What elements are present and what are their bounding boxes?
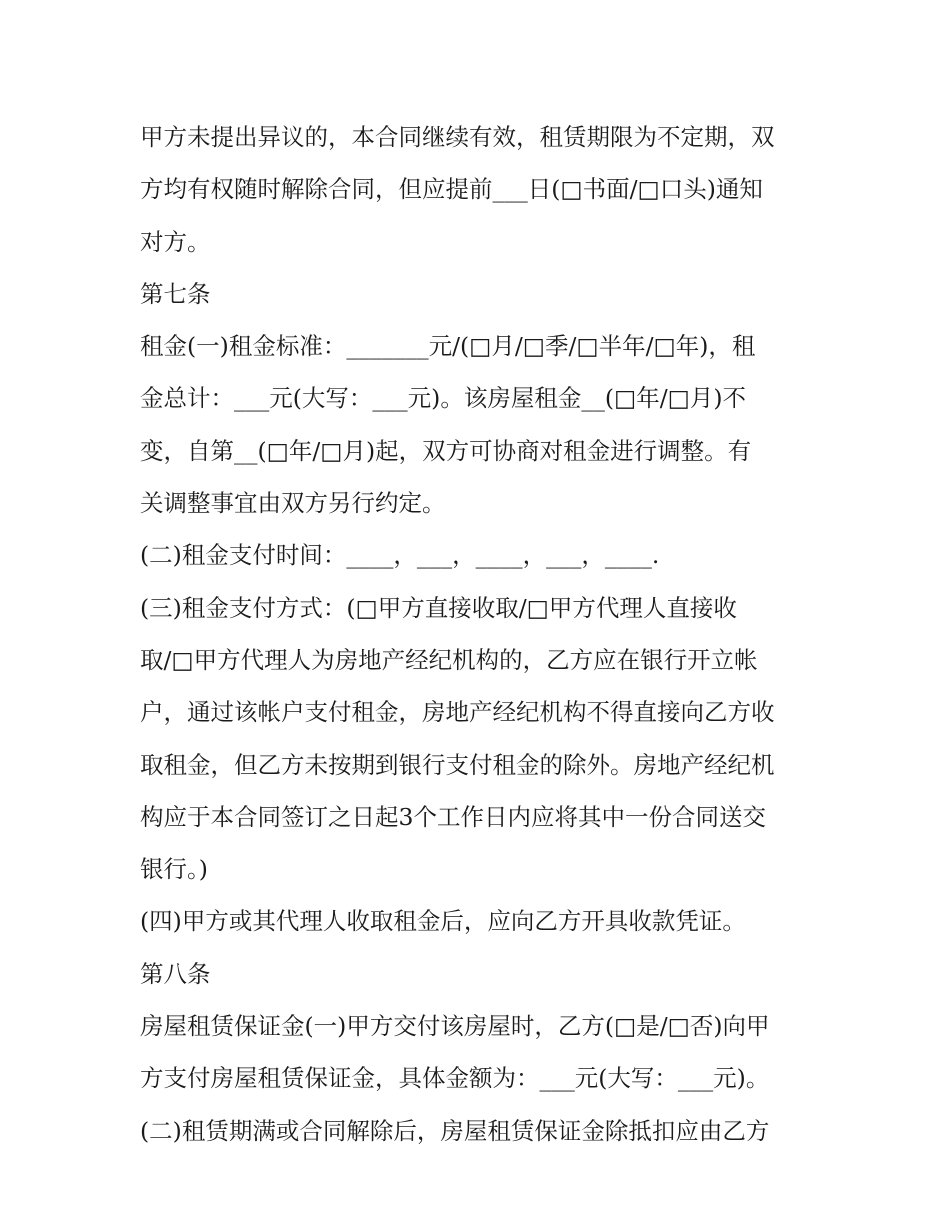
article-heading: 第七条 xyxy=(140,279,211,308)
text-line: (三)租金支付方式：(□甲方直接收取/□甲方代理人直接收 xyxy=(140,593,737,622)
text-line: 租金(一)租金标准：_______元/(□月/□季/□半年/□年)，租 xyxy=(140,332,756,361)
text-line: 取租金，但乙方未按期到银行支付租金的除外。房地产经纪机 xyxy=(140,750,775,779)
text-line: 方支付房屋租赁保证金，具体金额为：___元(大写：___元)。 xyxy=(140,1064,770,1093)
text-line: 房屋租赁保证金(一)甲方交付该房屋时，乙方(□是/□否)向甲 xyxy=(140,1012,770,1041)
text-line: 对方。 xyxy=(140,227,211,256)
text-line: (四)甲方或其代理人收取租金后，应向乙方开具收款凭证。 xyxy=(140,907,746,936)
text-line: 变，自第__(□年/□月)起，双方可协商对租金进行调整。有 xyxy=(140,436,752,465)
text-line: 构应于本合同签订之日起3个工作日内应将其中一份合同送交 xyxy=(140,802,766,831)
text-line: 甲方未提出异议的，本合同继续有效，租赁期限为不定期，双 xyxy=(140,123,775,151)
text-line: 方均有权随时解除合同，但应提前___日(□书面/□口头)通知 xyxy=(140,175,763,204)
text-line: (二)租赁期满或合同解除后，房屋租赁保证金除抵扣应由乙方 xyxy=(140,1116,770,1145)
text-line: 关调整事宜由双方另行约定。 xyxy=(140,489,446,518)
document-body xyxy=(140,111,815,1157)
text-line: 银行。) xyxy=(140,855,208,884)
article-heading: 第八条 xyxy=(140,959,211,988)
text-line: (二)租金支付时间：____，___，____，___，____. xyxy=(140,541,660,570)
text-line: 取/□甲方代理人为房地产经纪机构的，乙方应在银行开立帐 xyxy=(140,645,758,674)
text-line: 户，通过该帐户支付租金，房地产经纪机构不得直接向乙方收 xyxy=(140,698,775,727)
text-line: 金总计：___元(大写：___元)。该房屋租金__(□年/□月)不 xyxy=(140,384,746,413)
